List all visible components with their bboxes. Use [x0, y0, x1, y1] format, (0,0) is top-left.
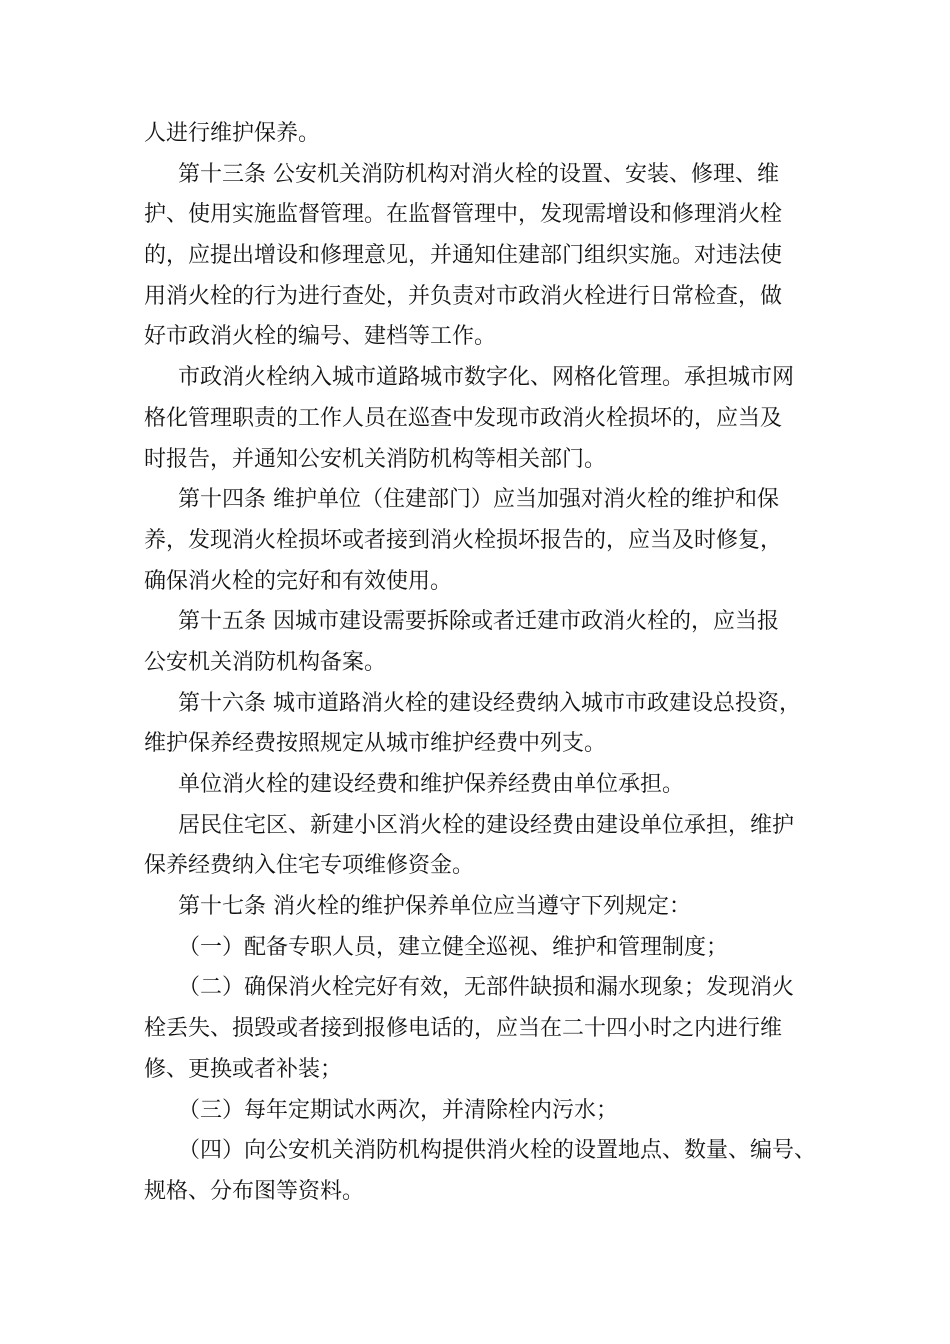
- text-line: 人进行维护保养。: [144, 121, 321, 146]
- text-line: 公安机关消防机构备案。: [144, 649, 387, 675]
- text-line: 居民住宅区、新建小区消火栓的建设经费由建设单位承担，维护: [178, 812, 795, 838]
- text-line: 养，发现消火栓损坏或者接到消火栓损坏报告的，应当及时修复，: [144, 527, 783, 553]
- text-line: 第十七条 消火栓的维护保养单位应当遵守下列规定：: [178, 894, 691, 920]
- text-line: 规格、分布图等资料。: [144, 1178, 365, 1204]
- text-line: （四）向公安机关消防机构提供消火栓的设置地点、数量、编号、: [178, 1138, 817, 1164]
- text-line: 第十四条 维护单位（住建部门）应当加强对消火栓的维护和保: [178, 487, 779, 513]
- text-line: 第十五条 因城市建设需要拆除或者迁建市政消火栓的，应当报: [178, 609, 779, 635]
- text-line: （二）确保消火栓完好有效，无部件缺损和漏水现象；发现消火: [178, 975, 795, 1001]
- text-line: 确保消火栓的完好和有效使用。: [144, 568, 453, 594]
- text-line: 维护保养经费按照规定从城市维护经费中列支。: [144, 731, 607, 757]
- text-line: 第十三条 公安机关消防机构对消火栓的设置、安装、修理、维: [178, 161, 779, 187]
- text-line: （一）配备专职人员，建立健全巡视、维护和管理制度；: [178, 934, 729, 960]
- text-line: 第十六条 城市道路消火栓的建设经费纳入城市市政建设总投资，: [178, 690, 801, 716]
- document-body: [144, 114, 834, 1213]
- text-line: 格化管理职责的工作人员在巡查中发现市政消火栓损坏的，应当及: [144, 405, 783, 431]
- text-line: 的，应提出增设和修理意见，并通知住建部门组织实施。对违法使: [144, 243, 783, 269]
- text-line: （三）每年定期试水两次，并清除栓内污水；: [178, 1097, 619, 1123]
- text-line: 好市政消火栓的编号、建档等工作。: [144, 324, 497, 350]
- text-line: 保养经费纳入住宅专项维修资金。: [144, 853, 475, 879]
- text-line: 时报告，并通知公安机关消防机构等相关部门。: [144, 446, 607, 472]
- text-line: 单位消火栓的建设经费和维护保养经费由单位承担。: [178, 772, 685, 797]
- text-line: 市政消火栓纳入城市道路城市数字化、网格化管理。承担城市网: [178, 365, 795, 391]
- text-line: 栓丢失、损毁或者接到报修电话的，应当在二十四小时之内进行维: [144, 1016, 783, 1042]
- text-line: 用消火栓的行为进行查处，并负责对市政消火栓进行日常检查，做: [144, 283, 783, 309]
- text-line: 护、使用实施监督管理。在监督管理中，发现需增设和修理消火栓: [144, 202, 783, 228]
- text-line: 修、更换或者补装；: [144, 1056, 343, 1082]
